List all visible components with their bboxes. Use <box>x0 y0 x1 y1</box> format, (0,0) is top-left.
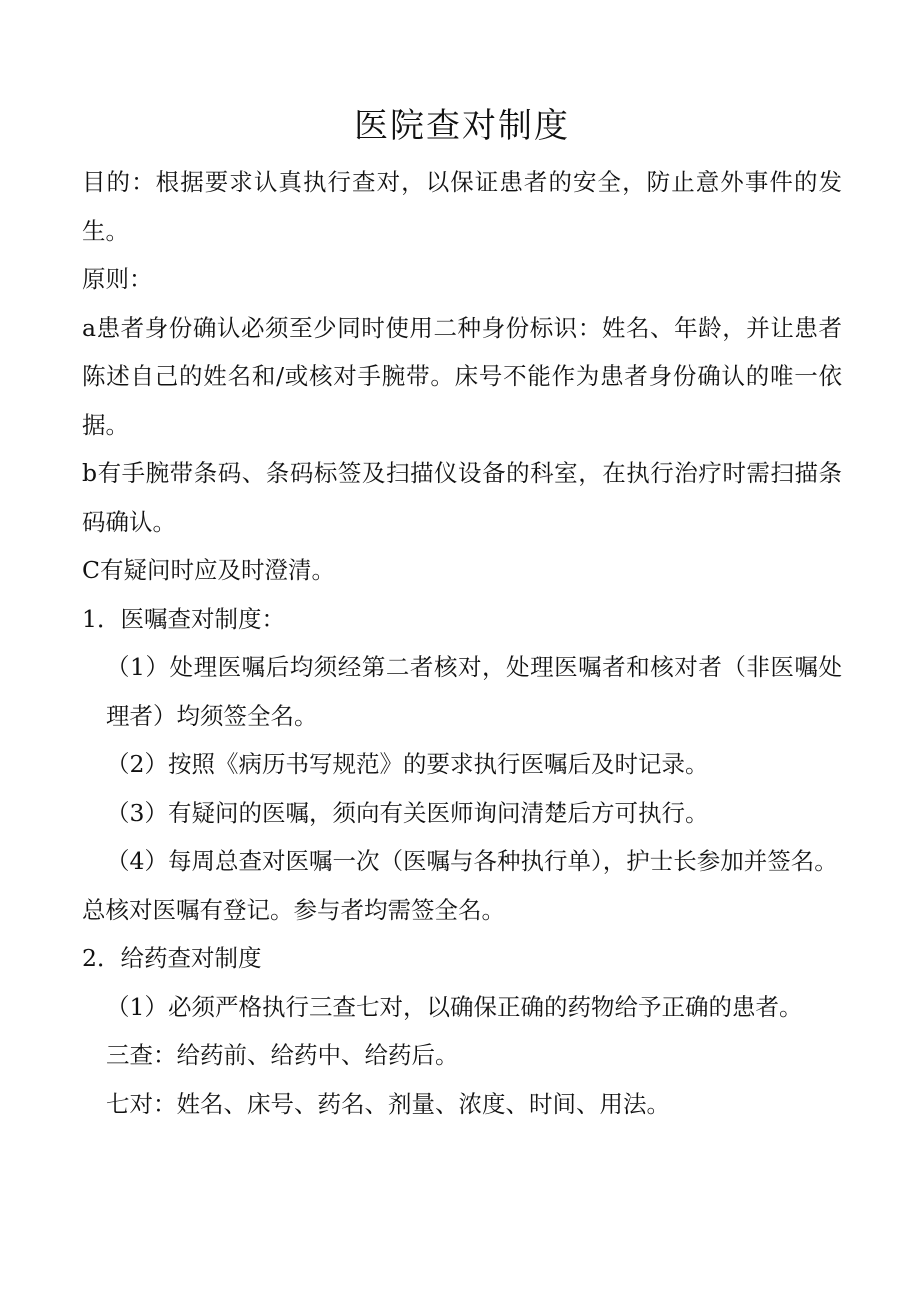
document-title: 医院查对制度 <box>354 106 570 146</box>
paragraph-principle-b: b有手腕带条码、条码标签及扫描仪设备的科室，在执行治疗时需扫描条码确认。 <box>82 459 842 536</box>
section-heading-medication: 2．给药查对制度 <box>82 944 262 972</box>
paragraph-orders-1: （1）处理医嘱后均须经第二者核对，处理医嘱者和核对者（非医嘱处理者）均须签全名。 <box>106 653 842 730</box>
paragraph-principles-heading: 原则： <box>82 265 153 293</box>
paragraph-principle-a: a患者身份确认必须至少同时使用二种身份标识：姓名、年龄，并让患者陈述自己的姓名和/或核对手腕带。床号不能作为患者身份确认的唯一依据。 <box>82 313 842 439</box>
paragraph-orders-4: （4）每周总查对医嘱一次（医嘱与各种执行单），护士长参加并签名。 <box>106 847 838 875</box>
paragraph-orders-3: （3）有疑问的医嘱，须向有关医师询问清楚后方可执行。 <box>106 798 709 827</box>
paragraph-three-checks: 三查：给药前、给药中、给药后。 <box>106 1041 459 1069</box>
section-heading-orders: 1．医嘱查对制度： <box>82 604 285 633</box>
paragraph-principle-c: C有疑问时应及时澄清。 <box>82 556 335 584</box>
document-page <box>82 100 842 1128</box>
paragraph-purpose: 目的：根据要求认真执行查对，以保证患者的安全，防止意外事件的发生。 <box>82 168 842 245</box>
paragraph-seven-verifications: 七对：姓名、床号、药名、剂量、浓度、时间、用法。 <box>106 1089 670 1118</box>
paragraph-orders-2: （2）按照《病历书写规范》的要求执行医嘱后及时记录。 <box>106 750 709 778</box>
paragraph-medication-1: （1）必须严格执行三查七对，以确保正确的药物给予正确的患者。 <box>106 992 803 1021</box>
paragraph-orders-summary: 总核对医嘱有登记。参与者均需签全名。 <box>82 895 505 924</box>
